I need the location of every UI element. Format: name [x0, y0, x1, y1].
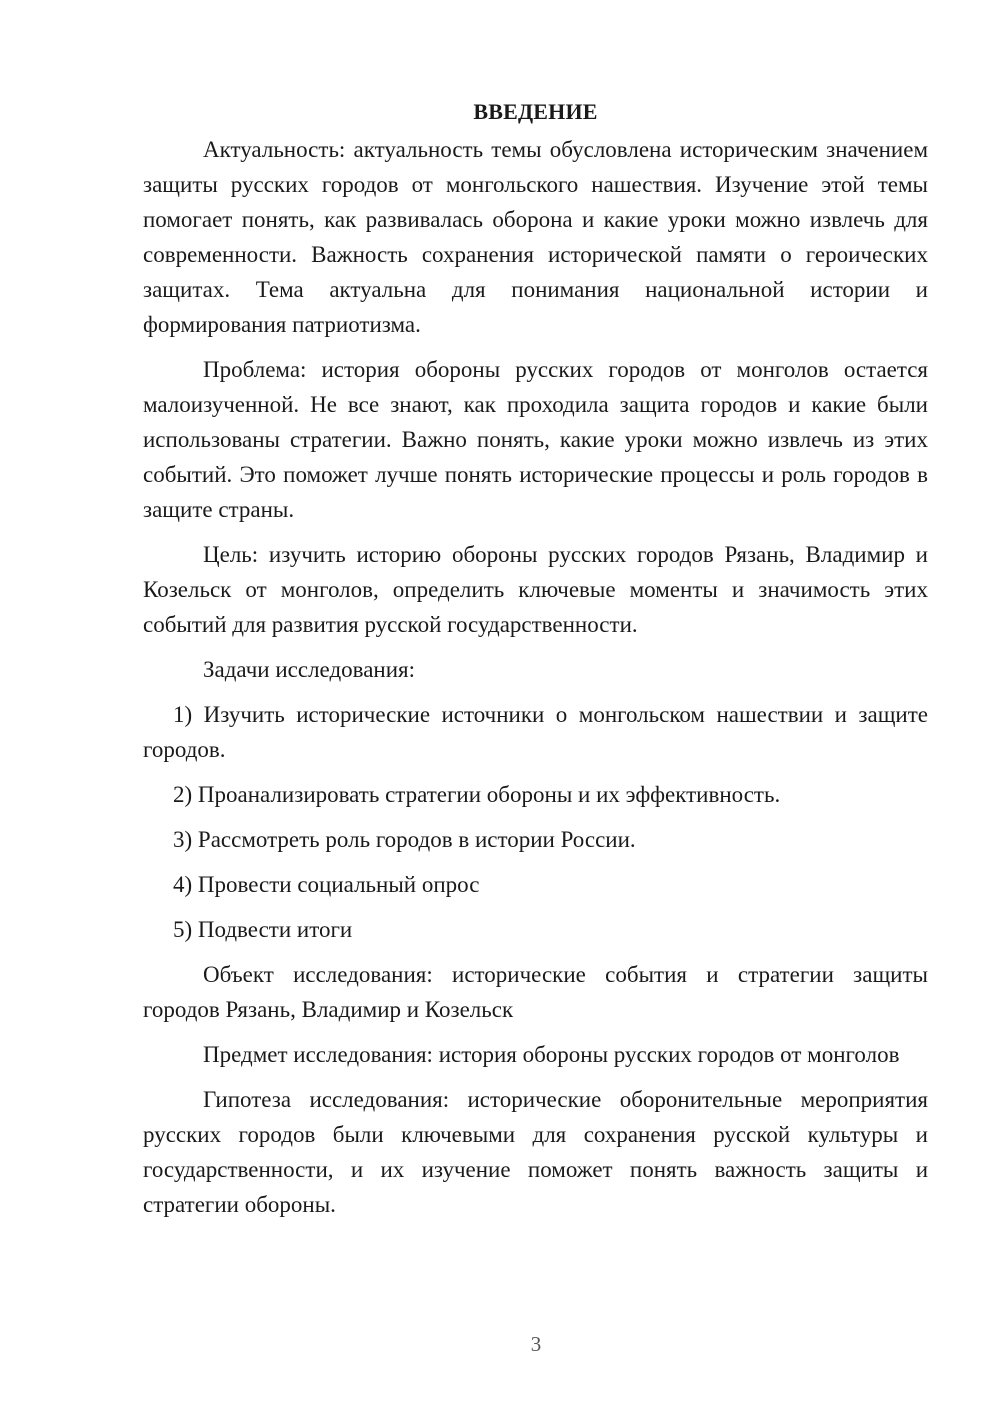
goal-paragraph: Цель: изучить историю обороны русских городов Рязань, Владимир и Козельск от монголов, определить ключевые моменты и значимость этих событий для развития русской государственности. [143, 542, 928, 637]
hypothesis-paragraph: Гипотеза исследования: исторические оборонительные мероприятия русских городов были ключевыми для сохранения русской культуры и государственности, и их изучение поможет понять важность защиты и стратегии обороны. [143, 1087, 928, 1217]
task-item-2: 2) Проанализировать стратегии обороны и их эффективность. [173, 782, 781, 807]
task-item-4: 4) Провести социальный опрос [173, 872, 480, 897]
object-paragraph: Объект исследования: исторические события и стратегии защиты городов Рязань, Владимир и Козельск [143, 962, 928, 1022]
problem-paragraph: Проблема: история обороны русских городов от монголов остается малоизученной. Не все знают, как проходила защита городов и какие были использованы стратегии. Важно понять, какие уроки можно извлечь из этих событий. Это поможет лучше понять исторические процессы и роль городов в защите страны. [143, 357, 928, 522]
subject-paragraph: Предмет исследования: история обороны русских городов от монголов [203, 1042, 900, 1067]
page-number: 3 [530, 1332, 542, 1356]
section-title: ВВЕДЕНИЕ [473, 99, 598, 124]
task-item-1: 1) Изучить исторические источники о монгольском нашествии и защите городов. [143, 702, 928, 762]
tasks-heading: Задачи исследования: [203, 657, 416, 682]
page-content [143, 94, 928, 1222]
task-item-3: 3) Рассмотреть роль городов в истории России. [173, 827, 636, 852]
task-item-5: 5) Подвести итоги [173, 917, 353, 942]
relevance-paragraph: Актуальность: актуальность темы обусловлена историческим значением защиты русских городов от монгольского нашествия. Изучение этой темы помогает понять, как развивалась оборона и какие уроки можно извлечь для современности. Важность сохранения исторической памяти о героических защитах. Тема актуальна для понимания национальной истории и формирования патриотизма. [143, 137, 928, 337]
